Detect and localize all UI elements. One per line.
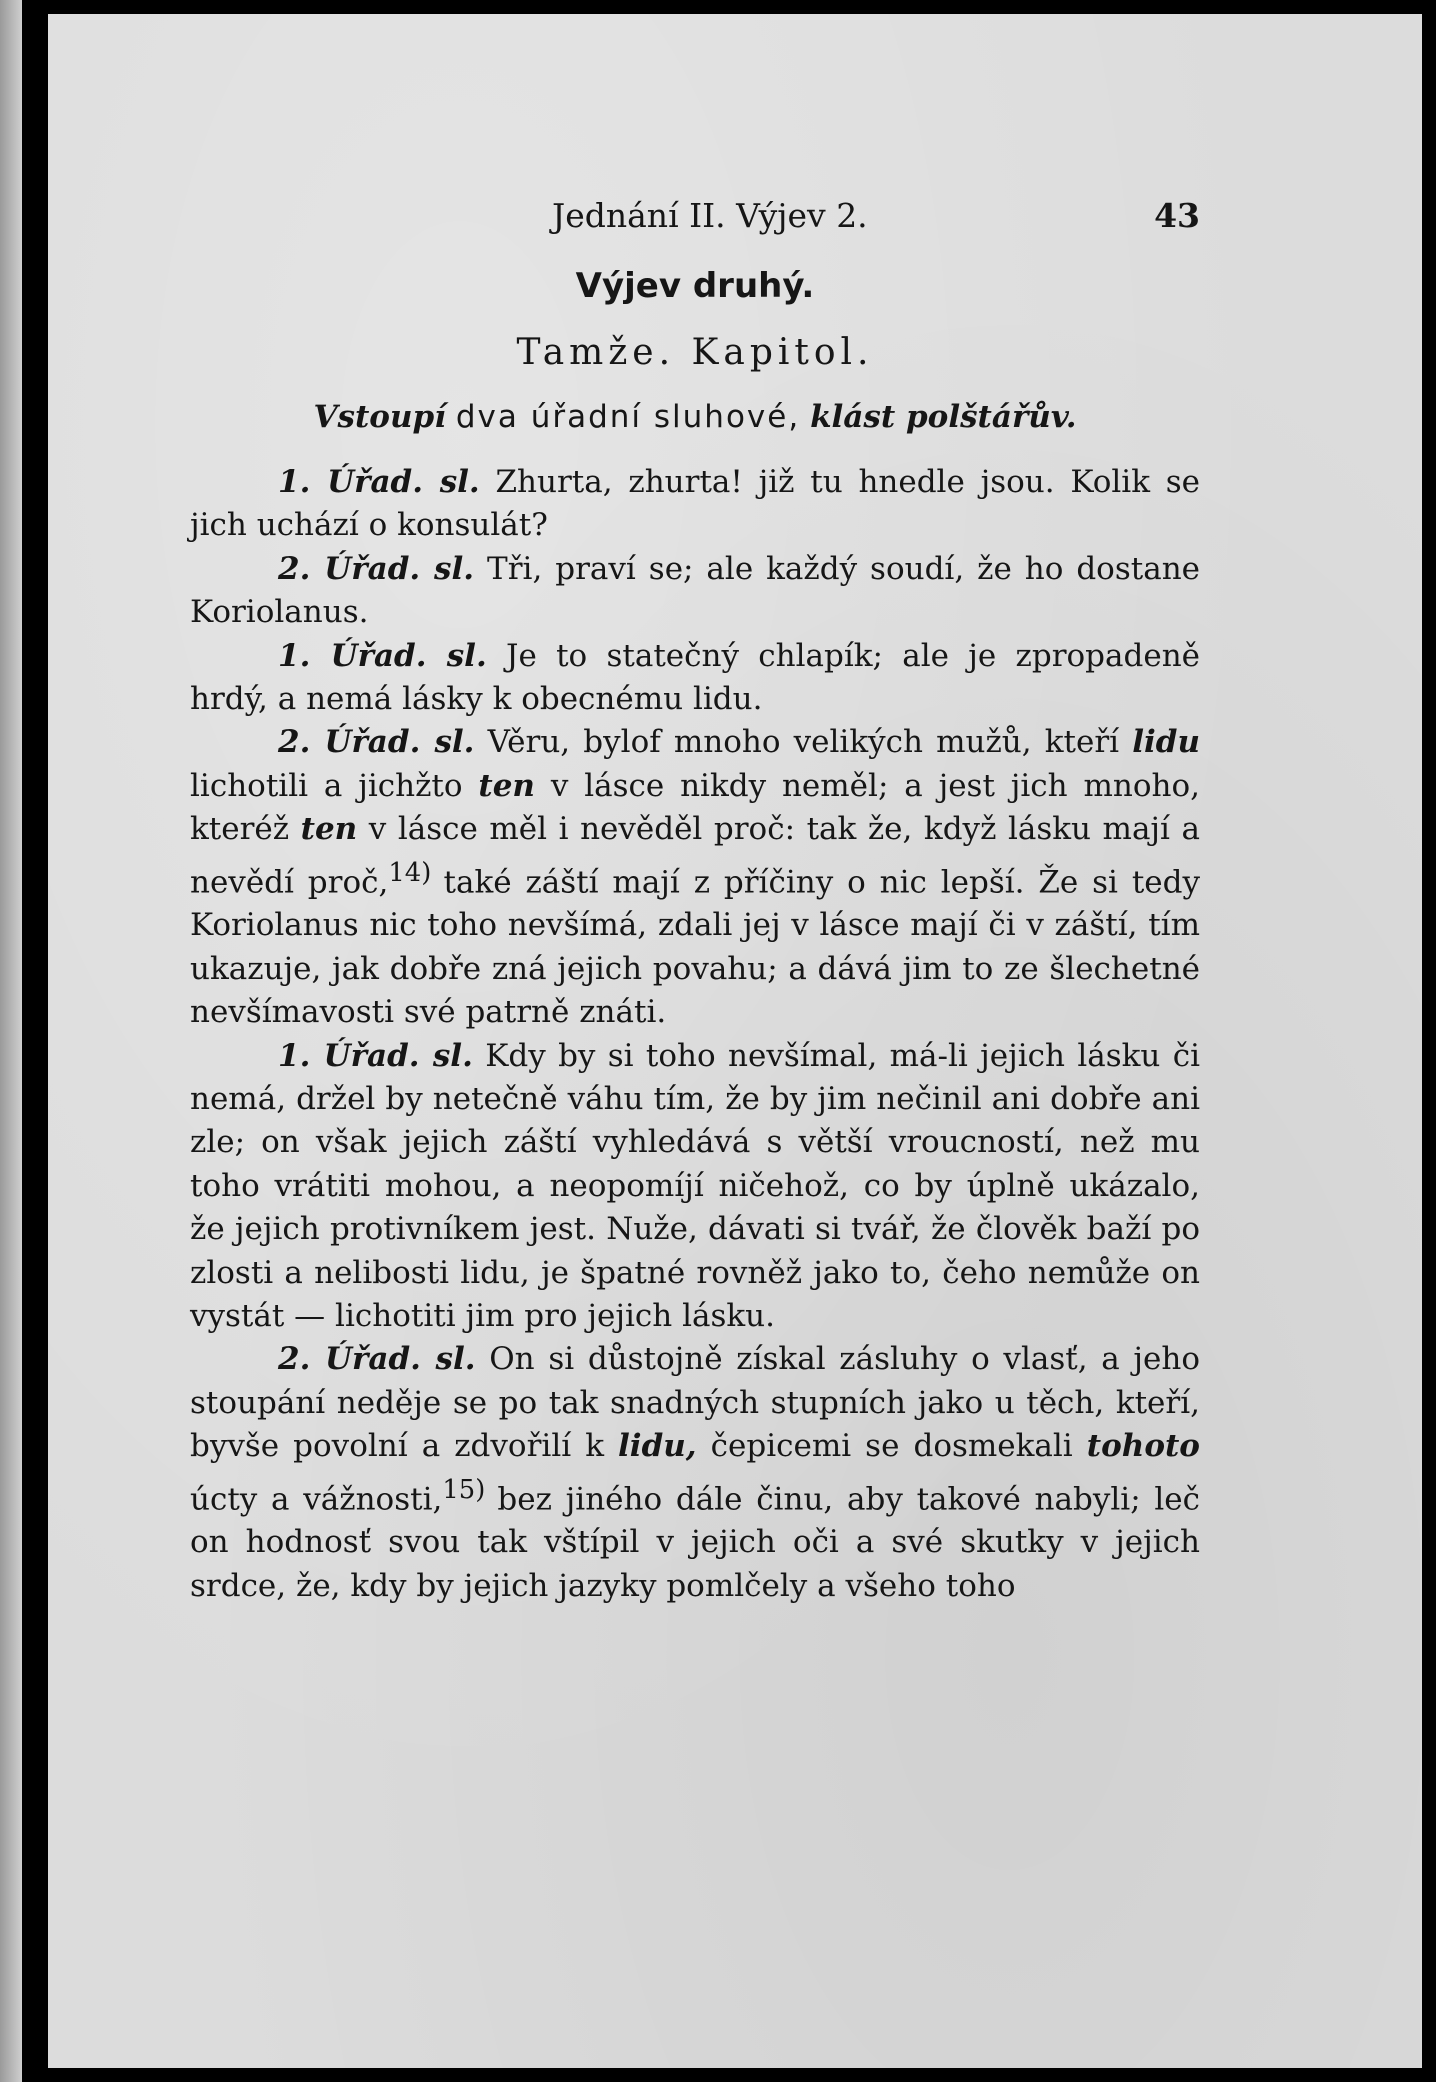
dialogue-paragraph: [190, 548, 1200, 635]
body-text: Je to statečný chlapík; ale je zpropadeně hrdý, a nemá lásky k obecnému lidu.: [190, 637, 1201, 718]
book-spine: [0, 0, 22, 2082]
dialogue-paragraph: [190, 1338, 1200, 1608]
speaker-label: 2. Úřad. sl.: [278, 724, 475, 761]
body-text: v lásce měl i nevěděl proč: tak že, když lásku mají a nevědí proč,: [190, 811, 1200, 900]
dialogue-paragraph: [190, 635, 1200, 722]
body-text: Kdy by si toho nevšímal, má-li jejich lásku či nemá, držel by netečně váhu tím, že by jim nečinil ani dobře ani zle; on však jejich záští vyhledává s větší vroucností, než mu toho vrátiti mohou, a neopomíjí ničehož, co by úplně ukázalo, že jejich protivníkem jest. Nuže, dávati si tvář, že člověk baží po zlosti a nelibosti lidu, je špatné rovněž jako to, čeho nemůže on vystát — lichotiti jim pro jejich lásku.: [190, 1037, 1200, 1335]
emphasis-text: tohoto: [1086, 1428, 1200, 1465]
speaker-label: 1. Úřad. sl.: [278, 637, 487, 674]
emphasis-text: lidu,: [618, 1428, 697, 1465]
body-text: také záští mají z příčiny o nic lepší. Že si tedy Koriolanus nic toho nevšímá, zdali jej v lásce mají či v záští, tím ukazuje, jak dobře zná jejich povahu; a dává jim to ze šlechetné nevšímavosti své patrně znáti.: [190, 863, 1200, 1031]
dialogue-paragraph: [190, 721, 1200, 1034]
page-content: [190, 174, 1200, 1608]
dialogue: [190, 461, 1200, 1608]
dialogue-paragraph: [190, 1035, 1200, 1339]
dialogue-paragraph: [190, 461, 1200, 548]
stage-direction: [190, 399, 1200, 435]
body-text: lichotili a jichžto: [190, 767, 479, 804]
emphasis-text: ten: [300, 811, 358, 848]
speaker-label: 1. Úřad. sl.: [278, 1037, 473, 1074]
scene-title: Výjev druhý.: [575, 266, 815, 306]
book-page: [48, 14, 1422, 2068]
running-title: Jednání II. Výjev 2.: [552, 196, 868, 235]
direction-middle: dva úřadní sluhové,: [455, 399, 801, 435]
emphasis-text: lidu: [1132, 724, 1201, 761]
body-text: Věru, bylof mnoho velikých mužů, kteří: [474, 724, 1133, 761]
footnote-ref: 14): [388, 857, 444, 888]
direction-end: klást polštářův.: [810, 399, 1077, 435]
page-number: 43: [1154, 196, 1200, 235]
running-head: [190, 174, 1200, 234]
emphasis-text: ten: [478, 767, 535, 804]
speaker-label: 1. Úřad. sl.: [278, 464, 480, 500]
body-text: čepicemi se dosmekali: [696, 1428, 1087, 1465]
speaker-label: 2. Úřad. sl.: [278, 1341, 476, 1378]
body-text: On si důstojně získal zásluhy o vlasť, a jeho stoupání neděje se po tak snadných stupních jako u těch, kteří, byvše povolní a zdvořilí k: [190, 1341, 1200, 1465]
body-text: bez jiného dále činu, aby takové nabyli; leč on hodnosť svou tak vštípil v jejich oči a své skutky v jejich srdce, že, kdy by jejich jazyky pomlčely a všeho toho: [190, 1481, 1200, 1604]
speaker-label: 2. Úřad. sl.: [278, 550, 475, 587]
body-text: úcty a vážnosti,: [190, 1481, 443, 1517]
body-text: Zhurta, zhurta! již tu hnedle jsou. Kolik se jich uchází o konsulát?: [190, 464, 1201, 544]
body-text: v lásce nikdy neměl; a jest jich mnoho, kteréž: [190, 767, 1200, 848]
body-text: Tři, praví se; ale každý soudí, že ho dostane Koriolanus.: [190, 550, 1201, 631]
scene-location: Tamže. Kapitol.: [516, 332, 874, 373]
direction-verb: Vstoupí: [313, 399, 446, 435]
footnote-ref: 15): [442, 1474, 498, 1505]
